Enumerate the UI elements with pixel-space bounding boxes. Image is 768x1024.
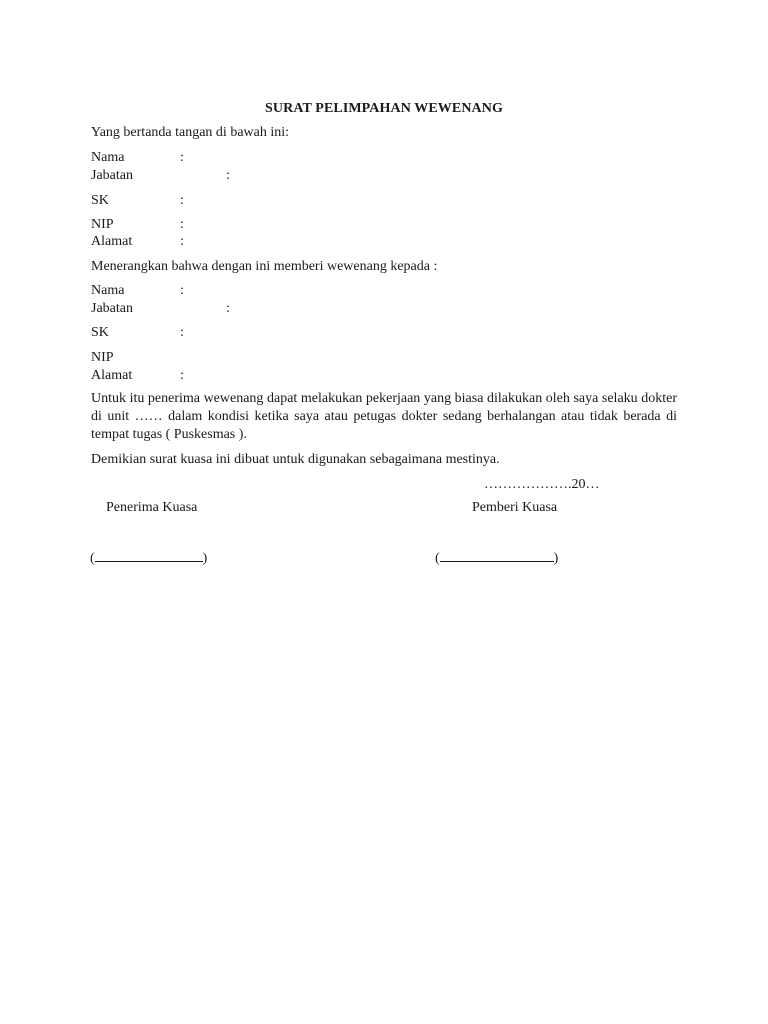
signature-blank (95, 548, 203, 562)
grantor-alamat-colon: : (180, 234, 184, 249)
body-paragraph: Untuk itu penerima wewenang dapat melakukan pekerjaan yang biasa dilakukan oleh saya selaku dokter di unit …… dalam kondisi ketika saya atau petugas dokter sedang berhalangan atau tidak berada di tempat tugas ( Puskesmas ). (91, 391, 677, 442)
date-line: ……………….20… (484, 477, 600, 492)
grantor-nip-colon: : (180, 217, 184, 232)
recipient-signature-line (90, 548, 207, 567)
recipient-jabatan-colon: : (226, 301, 230, 316)
recipient-jabatan-label: Jabatan (91, 301, 133, 316)
intro-text: Yang bertanda tangan di bawah ini: (91, 125, 290, 140)
recipient-nama-colon: : (180, 283, 184, 298)
recipient-sk-colon: : (180, 325, 184, 340)
grantor-sk-label: SK (91, 193, 109, 208)
statement-text: Menerangkan bahwa dengan ini memberi wewenang kepada : (91, 259, 438, 274)
grantor-jabatan-colon: : (226, 168, 230, 183)
closing-text: Demikian surat kuasa ini dibuat untuk digunakan sebagaimana mestinya. (91, 452, 500, 467)
close-paren: ) (202, 551, 208, 566)
grantor-signature-line (435, 548, 558, 567)
grantor-jabatan-label: Jabatan (91, 168, 133, 183)
recipient-alamat-label: Alamat (91, 368, 133, 383)
signature-blank (440, 548, 554, 562)
grantor-alamat-label: Alamat (91, 234, 133, 249)
open-paren: ( (90, 551, 95, 566)
recipient-nama-label: Nama (91, 283, 125, 298)
close-paren: ) (553, 551, 559, 566)
grantor-signature-label: Pemberi Kuasa (472, 500, 558, 515)
open-paren: ( (435, 551, 440, 566)
grantor-nip-label: NIP (91, 217, 114, 232)
document-title: SURAT PELIMPAHAN WEWENANG (265, 101, 503, 116)
recipient-alamat-colon: : (180, 368, 184, 383)
grantor-nama-colon: : (180, 150, 184, 165)
recipient-nip-label: NIP (91, 350, 114, 365)
grantor-nama-label: Nama (91, 150, 125, 165)
recipient-sk-label: SK (91, 325, 109, 340)
grantor-sk-colon: : (180, 193, 184, 208)
recipient-signature-label: Penerima Kuasa (106, 500, 198, 515)
